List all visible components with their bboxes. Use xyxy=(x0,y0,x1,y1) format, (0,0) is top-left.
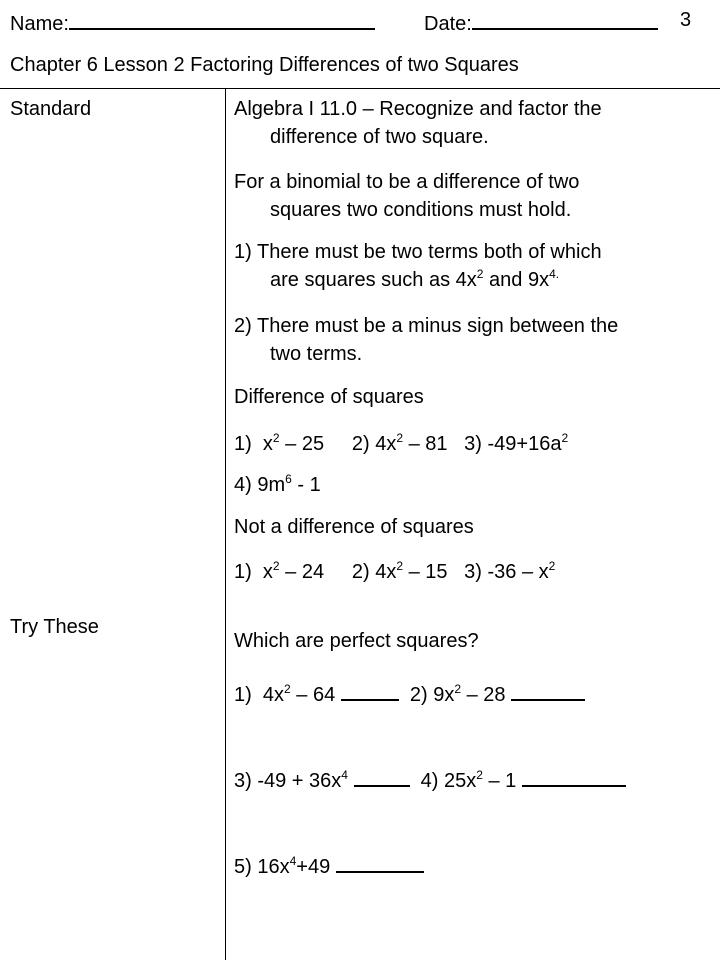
date-blank[interactable] xyxy=(472,8,658,30)
binomial-line-2: squares two conditions must hold. xyxy=(270,199,572,221)
answer-blank-5[interactable] xyxy=(336,851,424,873)
not-difference-examples: 1) $x^2 - 24$ 2) $4x^2 - 15$ 3) $-36 - x^2$ xyxy=(234,559,556,583)
standard-line-2: difference of two square. xyxy=(270,126,489,148)
name-field-row xyxy=(10,8,375,36)
condition-1-line-1: 1) There must be two terms both of which xyxy=(234,241,602,263)
answer-blank-2[interactable] xyxy=(511,679,585,701)
try-these-label: Try These xyxy=(10,616,99,638)
column-divider xyxy=(225,88,226,960)
answer-blank-1[interactable] xyxy=(341,679,399,701)
difference-examples: 1) $x^2 - 25$ 2) $4x^2 - 81$ 3) $-49+16a^2$ xyxy=(234,431,569,455)
header-divider xyxy=(0,88,720,89)
answer-blank-4[interactable] xyxy=(522,765,626,787)
date-field-row xyxy=(424,8,658,36)
question-row-3: 5) $16x^4+49$ xyxy=(234,851,424,879)
binomial-line-1: For a binomial to be a difference of two xyxy=(234,171,580,193)
not-difference-heading: Not a difference of squares xyxy=(234,516,474,538)
condition-1-line-2: are squares such as $4x^2$ and $9x^{4.}$ xyxy=(270,267,560,291)
condition-2-line-2: two terms. xyxy=(270,343,363,365)
standard-line-1: Algebra I 11.0 – Recognize and factor the xyxy=(234,98,602,120)
difference-example-4: 4) $9m^6 - 1$ xyxy=(234,472,321,496)
question-row-2: 3) $-49 + 36x^4$ 4) $25x^2 - 1$ xyxy=(234,765,626,793)
answer-blank-3[interactable] xyxy=(354,765,410,787)
standard-label: Standard xyxy=(10,98,92,120)
name-blank[interactable] xyxy=(69,8,375,30)
page-title: Chapter 6 Lesson 2 Factoring Differences of two Squares xyxy=(10,54,519,76)
perfect-squares-heading: Which are perfect squares? xyxy=(234,630,479,652)
name-label: Name: xyxy=(10,13,69,35)
condition-2-line-1: 2) There must be a minus sign between the xyxy=(234,315,619,337)
page-number: 3 xyxy=(680,9,692,31)
date-label: Date: xyxy=(424,13,472,35)
question-row-1: 1) $4x^2 - 64$ 2) $9x^2 - 28$ xyxy=(234,679,585,707)
difference-heading: Difference of squares xyxy=(234,386,424,408)
